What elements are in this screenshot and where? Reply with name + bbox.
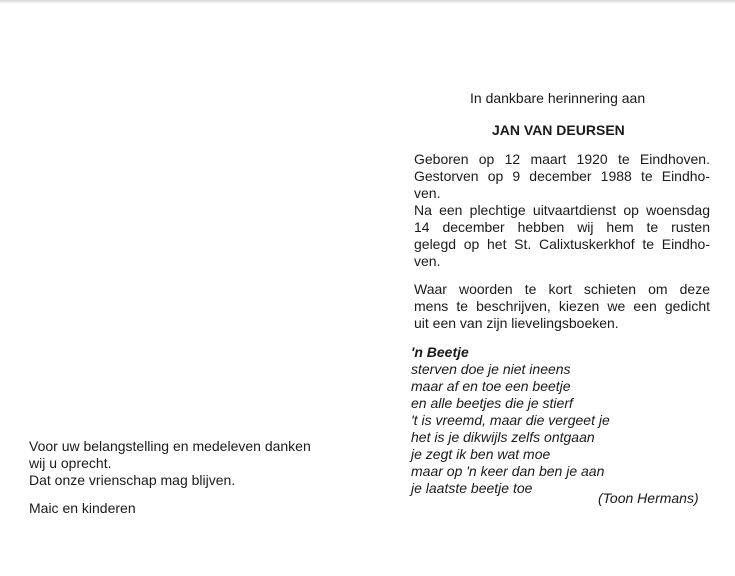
- bio-line: ven.: [414, 253, 441, 269]
- bio-line: ven.: [414, 185, 441, 201]
- bio-line: Geboren op 12 maart 1920 te Eindhoven.: [414, 151, 710, 167]
- signature: Maic en kinderen: [29, 500, 136, 516]
- thanks-line: Voor uw belangstelling en medeleven danken: [29, 438, 311, 454]
- poem: [411, 344, 610, 497]
- poem-line: je laatste beetje toe: [411, 480, 533, 496]
- quote-line: mens te beschrijven, kiezen we een gedicht: [414, 298, 710, 314]
- poem-title: 'n Beetje: [411, 344, 469, 360]
- poem-line: maar af en toe een beetje: [411, 378, 571, 394]
- poem-author: (Toon Hermans): [598, 490, 699, 506]
- thanks-line: Dat onze vrienschap mag blijven.: [29, 472, 236, 488]
- quote-line: uit een van zijn lievelingsboeken.: [414, 315, 619, 331]
- quote-intro: [414, 281, 710, 332]
- bio-line: Gestorven op 9 december 1988 te Eindho-: [414, 168, 710, 184]
- thanks-line: wij u oprecht.: [29, 455, 112, 471]
- poem-line: en alle beetjes die je stierf: [411, 395, 573, 411]
- deceased-name: JAN VAN DEURSEN: [492, 122, 625, 138]
- quote-line: Waar woorden te kort schieten om deze: [414, 281, 710, 297]
- intro-text: In dankbare herinnering aan: [470, 90, 646, 106]
- bio-line: Na een plechtige uitvaartdienst op woensdag: [414, 202, 710, 218]
- thanks-message: [29, 438, 311, 489]
- poem-line: 't is vreemd, maar die vergeet je: [411, 412, 610, 428]
- poem-line: sterven doe je niet ineens: [411, 361, 571, 377]
- poem-line: het is je dikwijls zelfs ontgaan: [411, 429, 595, 445]
- bio-line: gelegd op het St. Calixtuskerkhof te Eindho-: [414, 236, 710, 252]
- poem-line: maar op 'n keer dan ben je aan: [411, 463, 605, 479]
- biography: [414, 151, 710, 270]
- card-edge: [0, 0, 735, 4]
- poem-line: je zegt ik ben wat moe: [411, 446, 551, 462]
- bio-line: 14 december hebben wij hem te rusten: [414, 219, 710, 235]
